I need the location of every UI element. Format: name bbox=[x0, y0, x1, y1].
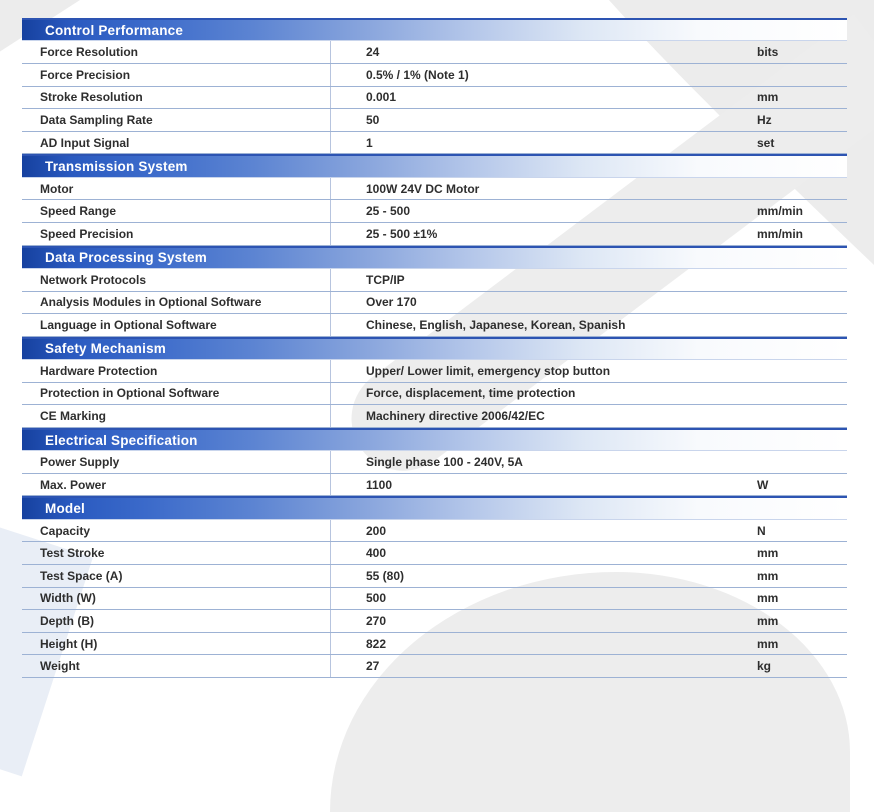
spec-value: 1 bbox=[330, 132, 757, 154]
spec-value: 27 bbox=[330, 655, 757, 677]
spec-row bbox=[22, 360, 847, 383]
spec-value: 0.001 bbox=[330, 87, 757, 109]
spec-value: 822 bbox=[330, 633, 757, 655]
spec-unit: mm/min bbox=[757, 204, 804, 219]
spec-label: Weight bbox=[40, 659, 80, 674]
spec-label: Force Resolution bbox=[40, 45, 139, 60]
spec-row bbox=[22, 223, 847, 246]
spec-value: 100W 24V DC Motor bbox=[330, 178, 757, 200]
spec-row bbox=[22, 200, 847, 223]
spec-value: 1100 bbox=[330, 474, 757, 496]
spec-label: Power Supply bbox=[40, 455, 120, 470]
spec-row bbox=[22, 314, 847, 337]
spec-row bbox=[22, 655, 847, 678]
spec-value: 500 bbox=[330, 588, 757, 610]
spec-row bbox=[22, 292, 847, 315]
spec-row bbox=[22, 588, 847, 611]
spec-row bbox=[22, 565, 847, 588]
spec-value: 25 - 500 ±1% bbox=[330, 223, 757, 245]
spec-unit: N bbox=[757, 523, 766, 538]
spec-label: Force Precision bbox=[40, 67, 131, 82]
spec-value: 50 bbox=[330, 109, 757, 131]
spec-label: Motor bbox=[40, 181, 74, 196]
spec-row bbox=[22, 474, 847, 497]
spec-unit: Hz bbox=[757, 112, 772, 127]
spec-value: TCP/IP bbox=[330, 269, 757, 291]
section-title: Safety Mechanism bbox=[45, 341, 166, 357]
spec-value: Force, displacement, time protection bbox=[330, 383, 757, 405]
spec-unit: bits bbox=[757, 45, 779, 60]
section-header bbox=[22, 337, 847, 360]
spec-row bbox=[22, 383, 847, 406]
section-title: Model bbox=[45, 501, 85, 517]
spec-label: Max. Power bbox=[40, 477, 107, 492]
spec-unit: mm bbox=[757, 614, 779, 629]
spec-row bbox=[22, 542, 847, 565]
section-header bbox=[22, 18, 847, 41]
spec-unit: mm bbox=[757, 636, 779, 651]
section-header bbox=[22, 246, 847, 269]
spec-value: 55 (80) bbox=[330, 565, 757, 587]
spec-value: 400 bbox=[330, 542, 757, 564]
spec-value: 200 bbox=[330, 520, 757, 542]
spec-row bbox=[22, 633, 847, 656]
spec-label: Analysis Modules in Optional Software bbox=[40, 295, 262, 310]
section-header bbox=[22, 428, 847, 451]
spec-table bbox=[22, 18, 847, 678]
section-header bbox=[22, 496, 847, 519]
spec-label: Hardware Protection bbox=[40, 363, 158, 378]
spec-unit: mm bbox=[757, 546, 779, 561]
spec-row bbox=[22, 64, 847, 87]
spec-label: Capacity bbox=[40, 523, 91, 538]
section-title: Control Performance bbox=[45, 22, 184, 38]
spec-label: Test Space (A) bbox=[40, 568, 123, 583]
spec-label: Language in Optional Software bbox=[40, 317, 217, 332]
spec-unit: mm bbox=[757, 591, 779, 606]
spec-row bbox=[22, 178, 847, 201]
spec-value: Chinese, English, Japanese, Korean, Spanish bbox=[330, 314, 757, 336]
spec-unit: mm/min bbox=[757, 226, 804, 241]
spec-value: 25 - 500 bbox=[330, 200, 757, 222]
spec-row bbox=[22, 520, 847, 543]
spec-unit: mm bbox=[757, 90, 779, 105]
spec-value: Upper/ Lower limit, emergency stop button bbox=[330, 360, 757, 382]
spec-unit: kg bbox=[757, 659, 772, 674]
spec-value: 270 bbox=[330, 610, 757, 632]
spec-label: Depth (B) bbox=[40, 614, 94, 629]
spec-row bbox=[22, 269, 847, 292]
spec-value: Over 170 bbox=[330, 292, 757, 314]
section-header bbox=[22, 154, 847, 177]
spec-label: Height (H) bbox=[40, 636, 98, 651]
spec-unit: W bbox=[757, 477, 769, 492]
spec-label: Protection in Optional Software bbox=[40, 386, 220, 401]
spec-unit: mm bbox=[757, 568, 779, 583]
spec-row bbox=[22, 132, 847, 155]
spec-label: AD Input Signal bbox=[40, 135, 130, 150]
spec-label: Stroke Resolution bbox=[40, 90, 143, 105]
spec-value: Machinery directive 2006/42/EC bbox=[330, 405, 757, 427]
spec-label: Data Sampling Rate bbox=[40, 112, 153, 127]
spec-row bbox=[22, 41, 847, 64]
spec-label: Width (W) bbox=[40, 591, 96, 606]
spec-label: Network Protocols bbox=[40, 272, 147, 287]
spec-value: Single phase 100 - 240V, 5A bbox=[330, 451, 757, 473]
spec-row bbox=[22, 87, 847, 110]
spec-label: CE Marking bbox=[40, 409, 107, 424]
spec-row bbox=[22, 405, 847, 428]
section-title: Electrical Specification bbox=[45, 432, 198, 448]
spec-unit: set bbox=[757, 135, 775, 150]
spec-value: 24 bbox=[330, 41, 757, 63]
spec-row bbox=[22, 451, 847, 474]
section-title: Transmission System bbox=[45, 159, 188, 175]
section-title: Data Processing System bbox=[45, 250, 207, 266]
spec-label: Speed Range bbox=[40, 204, 117, 219]
spec-row bbox=[22, 610, 847, 633]
spec-label: Speed Precision bbox=[40, 226, 134, 241]
spec-label: Test Stroke bbox=[40, 546, 105, 561]
spec-row bbox=[22, 109, 847, 132]
spec-value: 0.5% / 1% (Note 1) bbox=[330, 64, 757, 86]
